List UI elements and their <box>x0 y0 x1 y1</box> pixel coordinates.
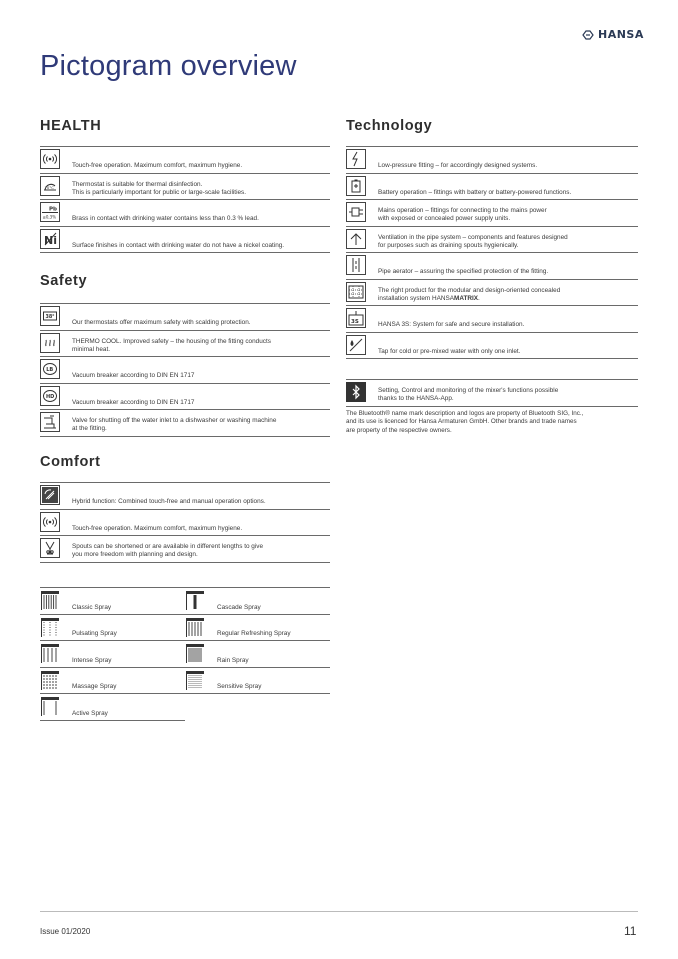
page-number: 11 <box>624 924 637 938</box>
spray-label: Regular Refreshing Spray <box>217 630 291 637</box>
technology-description: Low-pressure fitting – for accordingly designed systems. <box>378 162 538 170</box>
spray-row <box>185 640 330 667</box>
classic-spray-icon <box>41 591 59 610</box>
thermostat-disinfection-icon <box>40 176 60 196</box>
bluetooth-description: Setting, Control and monitoring of the mixer's functions possible thanks to the HANSA-App. <box>378 387 559 403</box>
svg-text:HD: HD <box>46 393 55 400</box>
svg-text:38°: 38° <box>45 315 55 320</box>
safety-description: Vacuum breaker according to DIN EN 1717 <box>72 372 195 380</box>
ventilation-icon <box>346 229 366 249</box>
health-heading: HEALTH <box>40 118 102 134</box>
mains-operation-icon <box>346 202 366 222</box>
safety-row <box>40 356 330 383</box>
spray-row <box>185 587 330 614</box>
battery-icon <box>346 176 366 196</box>
spray-label: Sensitive Spray <box>217 683 262 690</box>
safety-row <box>40 409 330 437</box>
spray-label: Intense Spray <box>72 656 112 664</box>
comfort-row <box>40 535 330 563</box>
spray-row <box>40 667 185 694</box>
spray-row <box>185 667 330 695</box>
health-row <box>40 146 330 173</box>
footer-divider <box>40 911 638 912</box>
low-pressure-icon <box>346 149 366 169</box>
spray-row <box>40 614 185 641</box>
health-row <box>40 173 330 200</box>
health-row <box>40 226 330 254</box>
hybrid-function-icon <box>40 485 60 505</box>
spray-column-left <box>40 587 185 721</box>
technology-row <box>346 146 638 173</box>
technology-bold-text: MATRIX <box>454 294 479 302</box>
safety-description: Vacuum breaker according to DIN EN 1717 <box>72 398 195 406</box>
technology-row <box>346 226 638 253</box>
touch-free-icon <box>40 149 60 169</box>
safety-list <box>40 303 330 437</box>
health-description: Thermostat is suitable for thermal disinfection. This is particularly important for public or large-scale facilities. <box>72 180 247 196</box>
technology-description: Battery operation – fittings with battery or battery-powered functions. <box>378 188 572 196</box>
regular-refreshing-spray-icon <box>186 618 204 637</box>
bluetooth-icon <box>346 382 366 402</box>
sensitive-spray-icon <box>186 671 204 690</box>
spray-label: Active Spray <box>72 709 108 717</box>
technology-row <box>346 199 638 226</box>
safety-row <box>40 330 330 357</box>
spray-label: Massage Spray <box>72 683 117 690</box>
thermo-cool-icon <box>40 333 60 353</box>
bluetooth-list <box>346 379 638 407</box>
single-inlet-icon <box>346 335 366 355</box>
spray-label: Rain Spray <box>217 656 249 664</box>
safety-row <box>40 383 330 410</box>
lead-icon <box>40 202 60 222</box>
health-description: Touch-free operation. Maximum comfort, maximum hygiene. <box>72 162 243 170</box>
safety-description: THERMO COOL. Improved safety – the housing of the fitting conducts minimal heat. <box>72 337 271 353</box>
spout-cut-icon <box>40 538 60 558</box>
spray-label: Pulsating Spray <box>72 630 117 637</box>
technology-heading: Technology <box>346 118 433 134</box>
svg-text:Pb: Pb <box>49 206 57 213</box>
bluetooth-row <box>346 379 638 407</box>
comfort-row <box>40 509 330 536</box>
spray-row <box>40 693 185 721</box>
nickel-icon <box>40 229 60 249</box>
spray-label: Cascade Spray <box>217 603 261 611</box>
spray-column-right <box>185 587 330 694</box>
technology-description: The right product for the modular and design-oriented concealed installation system HANSAMATRIX. <box>378 286 561 302</box>
page-title: Pictogram overview <box>40 50 297 82</box>
hansa-3s-icon <box>346 308 366 328</box>
svg-text:Ni: Ni <box>44 233 57 247</box>
technology-description: Pipe aerator – assuring the specified protection of the fitting. <box>378 268 549 276</box>
svg-text:≤0,3%: ≤0,3% <box>42 214 57 220</box>
svg-text:LB: LB <box>46 367 54 373</box>
technology-row <box>346 173 638 200</box>
brand-name: HANSA <box>598 28 644 41</box>
spray-row <box>40 587 185 614</box>
intense-spray-icon <box>41 644 59 663</box>
comfort-description: Spouts can be shortened or are available in different lengths to give you more freedom with planning and design. <box>72 543 264 559</box>
massage-spray-icon <box>41 671 59 690</box>
technology-description: Tap for cold or pre-mixed water with only one inlet. <box>378 347 521 355</box>
technology-row <box>346 305 638 332</box>
technology-list <box>346 146 638 359</box>
health-description: Brass in contact with drinking water contains less than 0.3 % lead. <box>72 215 259 223</box>
vacuum-breaker-lb-icon <box>40 359 60 379</box>
safety-heading: Safety <box>40 273 88 289</box>
technology-row <box>346 279 638 306</box>
comfort-list <box>40 482 330 563</box>
comfort-description: Touch-free operation. Maximum comfort, maximum hygiene. <box>72 524 243 532</box>
scald-protection-icon <box>40 306 60 326</box>
comfort-description: Hybrid function: Combined touch-free and manual operation options. <box>72 498 266 506</box>
active-spray-icon <box>41 697 59 716</box>
svg-text:70°C: 70°C <box>44 184 54 190</box>
safety-description: Valve for shutting off the water inlet to a dishwasher or washing machine at the fitting. <box>72 417 277 433</box>
pulsating-spray-icon <box>41 618 59 637</box>
hansa-logo <box>582 28 644 41</box>
comfort-heading: Comfort <box>40 454 101 470</box>
safety-row <box>40 303 330 330</box>
shut-off-valve-icon <box>40 412 60 432</box>
health-description: Surface finishes in contact with drinking water do not have a nickel coating. <box>72 241 285 249</box>
health-list <box>40 146 330 253</box>
hansa-logo-icon <box>582 30 594 40</box>
rain-spray-icon <box>186 644 204 663</box>
health-row <box>40 199 330 226</box>
pipe-aerator-icon <box>346 255 366 275</box>
matrix-icon <box>346 282 366 302</box>
comfort-row <box>40 482 330 509</box>
safety-description: Our thermostats offer maximum safety with scalding protection. <box>72 319 251 327</box>
svg-text:3S: 3S <box>351 319 359 325</box>
bluetooth-footnote: The Bluetooth® name mark description and logos are property of Bluetooth SIG, Inc., and its use is licenced for Hansa Armaturen GmbH. Other brands and trade names are property of the respective owners. <box>346 410 584 434</box>
spray-label: Classic Spray <box>72 603 112 611</box>
technology-row <box>346 252 638 279</box>
vacuum-breaker-hd-icon <box>40 386 60 406</box>
technology-description: Ventilation in the pipe system – components and features designed for purposes such as draining spouts hygienically. <box>378 233 568 249</box>
touch-free-icon <box>40 512 60 532</box>
technology-row <box>346 332 638 360</box>
spray-row <box>40 640 185 667</box>
issue-label: Issue 01/2020 <box>40 927 91 936</box>
spray-row <box>185 614 330 641</box>
technology-description: Mains operation – fittings for connecting to the mains power with exposed or concealed power supply units. <box>378 207 547 223</box>
technology-description: HANSA 3S: System for safe and secure installation. <box>378 321 525 329</box>
cascade-spray-icon <box>186 591 204 610</box>
